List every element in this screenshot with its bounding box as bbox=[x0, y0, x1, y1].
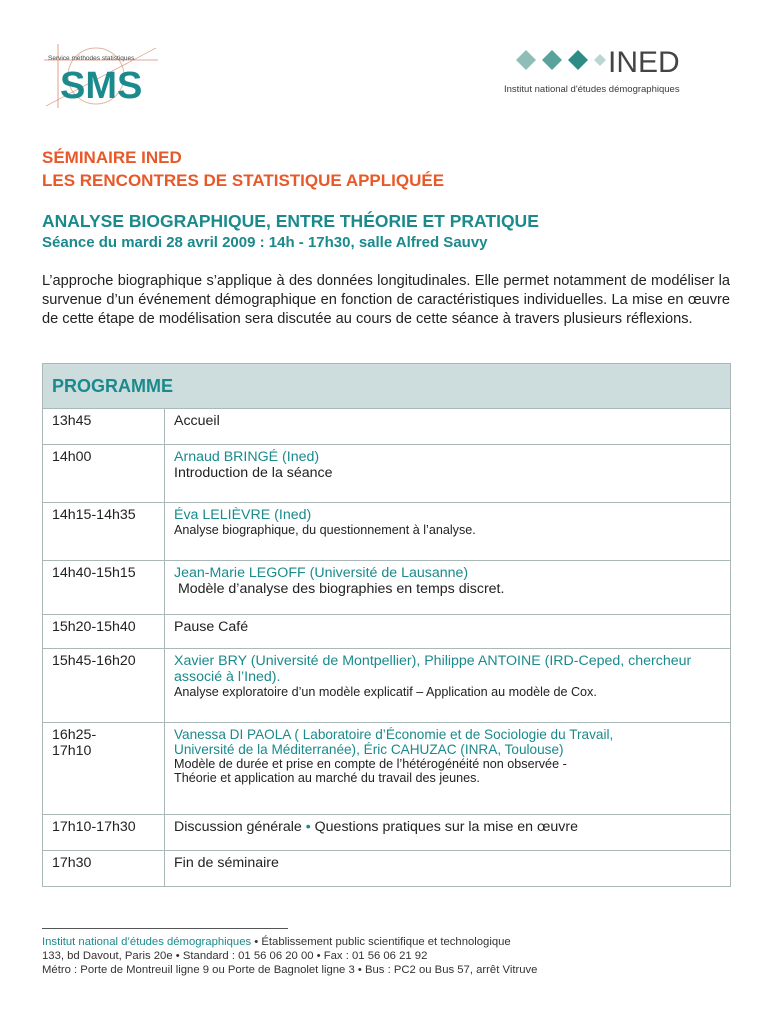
row-desc: Théorie et application au marché du travail des jeunes. bbox=[174, 771, 480, 785]
ined-text: INED bbox=[608, 46, 680, 79]
programme-heading: PROGRAMME bbox=[43, 364, 731, 409]
table-row bbox=[43, 561, 731, 615]
sms-logo bbox=[38, 40, 188, 112]
sms-caption: Service méthodes statistiques bbox=[48, 55, 135, 62]
row-time: 15h45-16h20 bbox=[43, 649, 165, 723]
footer-institute-rest: • Établissement public scientifique et technologique bbox=[251, 936, 511, 948]
row-speaker: Vanessa DI PAOLA ( Laboratoire d’Économie et de Sociologie du Travail, bbox=[174, 727, 614, 742]
theme-title: ANALYSE BIOGRAPHIQUE, ENTRE THÉORIE ET PRATIQUE bbox=[42, 211, 539, 231]
row-time: 17h10 bbox=[52, 743, 92, 759]
row-desc: Introduction de la séance bbox=[174, 465, 333, 481]
row-title: Questions pratiques sur la mise en œuvre bbox=[314, 819, 578, 835]
ined-subtitle: Institut national d'études démographiques bbox=[504, 84, 680, 95]
table-row bbox=[43, 409, 731, 445]
row-time: 15h20-15h40 bbox=[43, 615, 165, 649]
session-info: Séance du mardi 28 avril 2009 : 14h - 17h30, salle Alfred Sauvy bbox=[42, 234, 488, 251]
row-speaker: Université de la Méditerranée), Éric CAHUZAC (INRA, Toulouse) bbox=[174, 742, 564, 757]
table-row bbox=[43, 723, 731, 815]
row-time: 14h00 bbox=[43, 445, 165, 503]
table-row bbox=[43, 615, 731, 649]
seminar-subtitle: LES RENCONTRES DE STATISTIQUE APPLIQUÉE bbox=[42, 171, 445, 190]
row-time: 14h40-15h15 bbox=[43, 561, 165, 615]
ined-diamonds-icon bbox=[516, 50, 606, 70]
table-row bbox=[43, 503, 731, 561]
bullet: • bbox=[301, 819, 315, 835]
row-title: Pause Café bbox=[165, 615, 731, 649]
row-title: Discussion générale bbox=[174, 819, 302, 835]
row-speaker: Jean-Marie LEGOFF (Université de Lausanne) bbox=[174, 565, 469, 581]
row-speaker: Éva LELIÈVRE (Ined) bbox=[174, 507, 312, 523]
sms-text: SMS bbox=[60, 65, 143, 107]
table-row bbox=[43, 649, 731, 723]
row-time: 14h15-14h35 bbox=[43, 503, 165, 561]
row-speaker: Xavier BRY (Université de Montpellier), Philippe ANTOINE (IRD-Ceped, chercheur associé à l’Ined). bbox=[174, 653, 692, 685]
table-row bbox=[43, 445, 731, 503]
table-row bbox=[43, 851, 731, 887]
row-time: 13h45 bbox=[43, 409, 165, 445]
footer-divider bbox=[42, 928, 288, 929]
row-desc: Modèle de durée et prise en compte de l’hétérogénéité non observée - bbox=[174, 757, 567, 771]
table-row bbox=[43, 815, 731, 851]
seminar-title: SÉMINAIRE INED bbox=[42, 148, 182, 167]
row-desc: Analyse exploratoire d’un modèle explicatif – Application au modèle de Cox. bbox=[174, 685, 597, 699]
intro-paragraph: L’approche biographique s’applique à des données longitudinales. Elle permet notamment de modéliser la survenue d’un événement démographique en fonction de caractéristiques individuelles. La mise en œuvre de cette étape de modélisation sera discutée au cours de cette séance à travers plusieurs réflexions. bbox=[42, 273, 730, 327]
footer bbox=[42, 935, 537, 977]
footer-institute: Institut national d’études démographiques bbox=[42, 936, 252, 948]
row-title: Fin de séminaire bbox=[165, 851, 731, 887]
row-title: Accueil bbox=[165, 409, 731, 445]
row-speaker: Arnaud BRINGÉ (Ined) bbox=[174, 449, 320, 465]
row-time: 16h25- bbox=[52, 727, 97, 743]
programme-table bbox=[42, 363, 731, 887]
row-desc: Modèle d’analyse des biographies en temps discret. bbox=[174, 581, 505, 597]
row-time: 17h30 bbox=[43, 851, 165, 887]
title-block bbox=[42, 146, 732, 253]
row-time: 17h10-17h30 bbox=[43, 815, 165, 851]
footer-transport: Métro : Porte de Montreuil ligne 9 ou Porte de Bagnolet ligne 3 • Bus : PC2 ou Bus 57, arrêt Vitruve bbox=[42, 964, 538, 976]
row-desc: Analyse biographique, du questionnement à l’analyse. bbox=[174, 523, 476, 537]
footer-address: 133, bd Davout, Paris 20e • Standard : 01 56 06 20 00 • Fax : 01 56 06 21 92 bbox=[42, 950, 428, 962]
